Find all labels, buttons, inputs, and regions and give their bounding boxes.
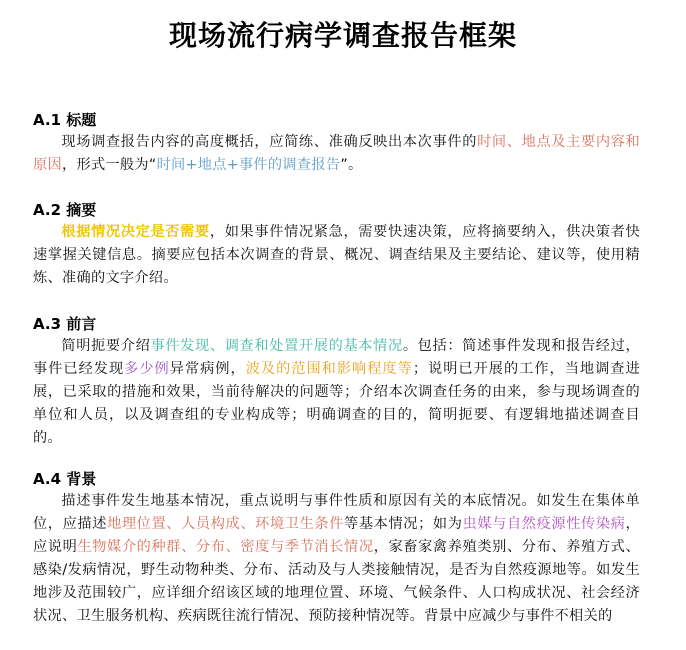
text-run: ，应说明 — [33, 516, 640, 555]
section-a1 — [33, 109, 640, 177]
text-run: 。包括：简述事件发现和报告经过，事件已经发现 — [33, 338, 640, 377]
text-run: 异常病例， — [169, 361, 246, 377]
highlight-run: 生物媒介的种群、分布、密度与季节消长情况 — [77, 539, 374, 555]
text-run: 等基本情况；如为 — [344, 516, 463, 532]
section-a2 — [33, 199, 640, 290]
section-paragraph — [33, 490, 640, 628]
text-run: 描述事件发生地基本情况，重点说明与事件性质和原因有关的本底情况。如发生在集体单位，应描述 — [33, 493, 640, 532]
section-a4 — [33, 468, 640, 628]
document-title: 现场流行病学调查报告框架 — [168, 19, 517, 52]
highlight-run: 根据情况决定是否需要 — [61, 224, 210, 240]
section-heading: A.1 标题 — [33, 111, 97, 129]
text-run: ，家畜家禽养殖类别、分布、养殖方式、感染/发病情况，野生动物种类、分布、活动及与人类接触情况，是否为自然疫源地等。如发生地涉及范围较广，应详细介绍该区域的地理位置、环境、气候条件、人口构成状况、社会经济状况、卫生服务机构、疾病既往流行情况、预防接种情况等。背景中应减少与事件不相关的 — [33, 539, 640, 624]
section-a3 — [33, 313, 640, 450]
highlight-run: 多少例 — [124, 361, 170, 377]
text-run: ，如果事件情况紧急，需要快速决策，应将摘要纳入，供决策者快速掌握关键信息。摘要应包括本次调查的背景、概况、调查结果及主要结论、建议等，使用精炼、准确的文字介绍。 — [33, 224, 640, 286]
text-run: 现场调查报告内容的高度概括，应简练、准确反映出本次事件的 — [61, 134, 478, 150]
highlight-run: 波及的范围和影响程度等 — [245, 361, 413, 377]
text-run: ；说明已开展的工作，当地调查进展，已采取的措施和效果，当前待解决的问题等；介绍本次调查任务的由来，参与现场调查的单位和人员，以及调查组的专业构成等；明确调查的目的，简明扼要、有逻辑地描述调查目的。 — [33, 361, 640, 446]
section-heading: A.4 背景 — [33, 470, 97, 488]
section-paragraph — [33, 221, 640, 290]
section-heading: A.2 摘要 — [33, 201, 97, 219]
highlight-run: 时间、地点及主要内容和原因 — [33, 134, 640, 173]
text-run: ”。 — [340, 157, 363, 173]
highlight-run: 事件发现、调查和处置开展的基本情况 — [150, 338, 403, 354]
text-run: 简明扼要介绍 — [61, 338, 151, 354]
section-paragraph — [33, 335, 640, 450]
highlight-run: 虫媒与自然疫源性传染病 — [462, 516, 626, 532]
highlight-run: 时间+地点+事件的调查报告 — [156, 157, 341, 173]
section-heading: A.3 前言 — [33, 315, 97, 333]
text-run: ，形式一般为“ — [61, 157, 157, 173]
section-paragraph — [33, 131, 640, 177]
highlight-run: 地理位置、人员构成、环境卫生条件 — [107, 516, 345, 532]
